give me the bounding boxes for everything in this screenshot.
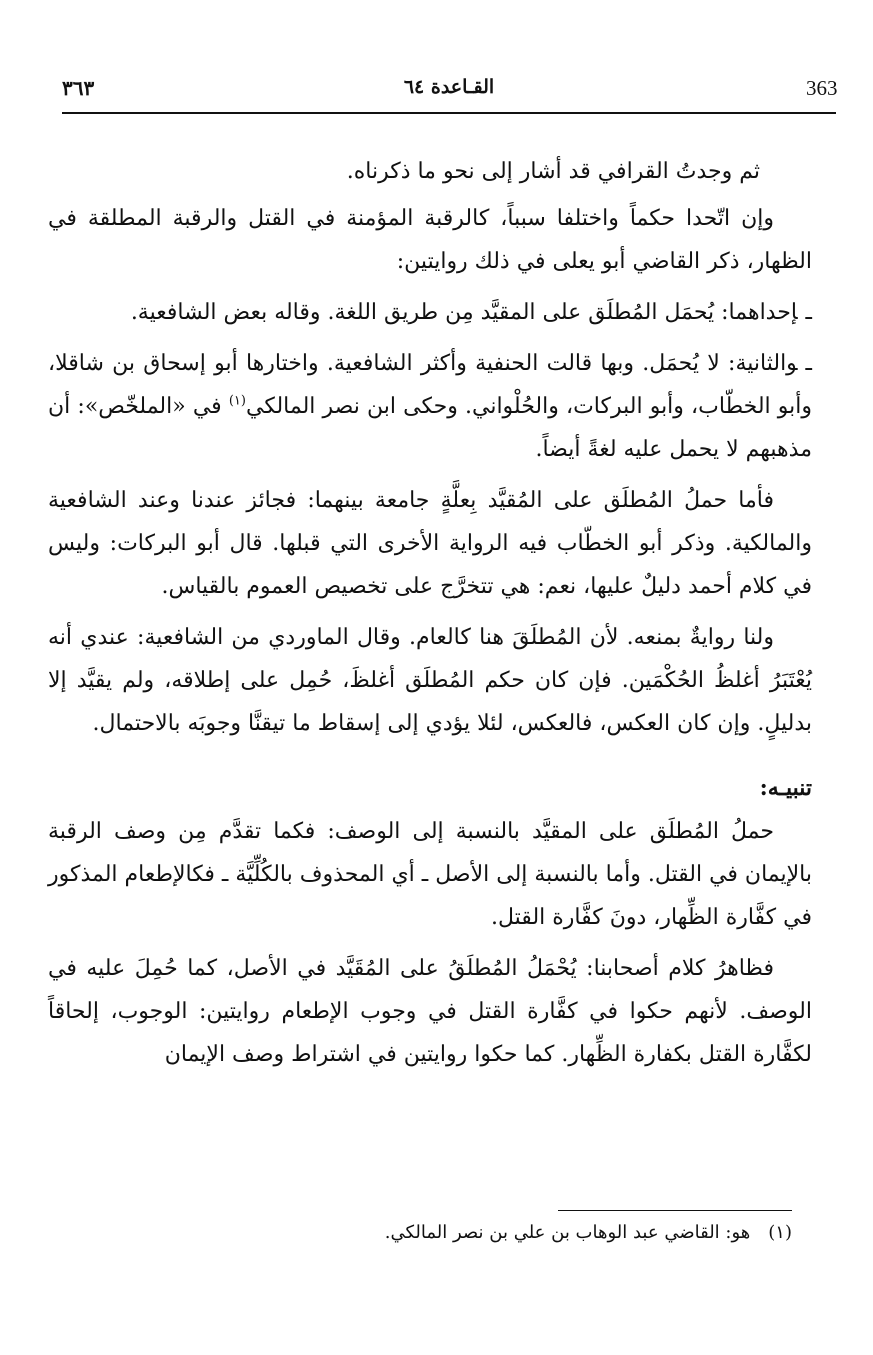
running-header	[62, 70, 836, 110]
section-heading-notice: تنبيـه:	[759, 775, 812, 801]
footnote-divider	[558, 1210, 792, 1211]
footnote-number: (١)	[768, 1222, 792, 1243]
paragraph-apparent-view: فظاهرُ كلام أصحابنا: يُحْمَلُ المُطلَقُ على المُقَيَّد في الأصل، كما حُمِلَ عليه في الوصف. لأنهم حكوا في كفَّارة القتل في وجوب الإطعام روايتين: الوجوب، إلحاقاً لكفَّارة القتل بكفارة الظِّهار. كما حكوا روايتين في اشتراط وصف الإيمان	[48, 956, 812, 1067]
dash-marker: ـ	[805, 351, 812, 376]
footnote-text: هو: القاضي عبد الوهاب بن علي بن نصر المالكي.	[384, 1222, 751, 1243]
header-divider	[62, 112, 836, 114]
footnote	[200, 1222, 792, 1243]
running-title: القـاعدة ٦٤	[403, 76, 495, 98]
paragraph-common-cause: فأما حملُ المُطلَق على المُقيَّد بِعلَّةٍ جامعة بينهما: فجائز عندنا وعند الشافعية والمالكية. وذكر أبو الخطّاب فيه الرواية الأخرى التي قبلها. قال أبو البركات: وليس في كلام أحمد دليلٌ عليها، نعم: هي تتخرَّج على تخصيص العموم بالقياس.	[48, 488, 812, 599]
footnote-reference[interactable]: (١)	[228, 393, 246, 409]
paragraph-qarafi: ثم وجدتُ القرافي قد أشار إلى نحو ما ذكرناه.	[346, 159, 760, 184]
page-number-latin: 363	[806, 76, 838, 100]
narration-one	[48, 291, 812, 334]
narration-two-continued: في «الملخّص»: أن مذهبهم لا يحمل عليه لغةً أيضاً.	[48, 394, 812, 462]
paragraph-two-narrations: وإن اتّحدا حكماً واختلفا سبباً، كالرقبة المؤمنة في القتل والرقبة المطلقة في الظهار، ذكر القاضي أبو يعلى في ذلك روايتين:	[48, 206, 812, 274]
dash-marker: ـ	[805, 300, 812, 325]
page-number-arabic: ٣٦٣	[62, 76, 95, 100]
page-body	[48, 150, 812, 1084]
narration-two-text: والثانية: لا يُحمَل. وبها قالت الحنفية وأكثر الشافعية. واختارها أبو إسحاق بن شاقلا، وأبو الخطّاب، وأبو البركات، والحُلْواني. وحكى ابن نصر المالكي	[48, 351, 812, 419]
paragraph-mawardi: ولنا روايةٌ بمنعه. لأن المُطلَقَ هنا كالعام. وقال الماوردي من الشافعية: عندي أنه يُعْتَبَرُ أغلظُ الحُكْمَين. فإن كان حكم المُطلَق أغلظَ، حُمِل على إطلاقه، ولم يقيَّد إلا بدليلٍ. وإن كان العكس، فالعكس، لئلا يؤدي إلى إسقاط ما تيقنَّا وجوبَه بالاحتمال.	[48, 625, 812, 736]
narration-two	[48, 342, 812, 471]
narration-one-text: إحداهما: يُحمَل المُطلَق على المقيَّد مِن طريق اللغة. وقاله بعض الشافعية.	[130, 300, 798, 325]
paragraph-description: حملُ المُطلَق على المقيَّد بالنسبة إلى الوصف: فكما تقدَّم مِن وصف الرقبة بالإيمان في القتل. وأما بالنسبة إلى الأصل ـ أي المحذوف بالكُلِّيَّة ـ فكالإطعام المذكور في كفَّارة الظِّهار، دونَ كفَّارة القتل.	[48, 819, 812, 930]
